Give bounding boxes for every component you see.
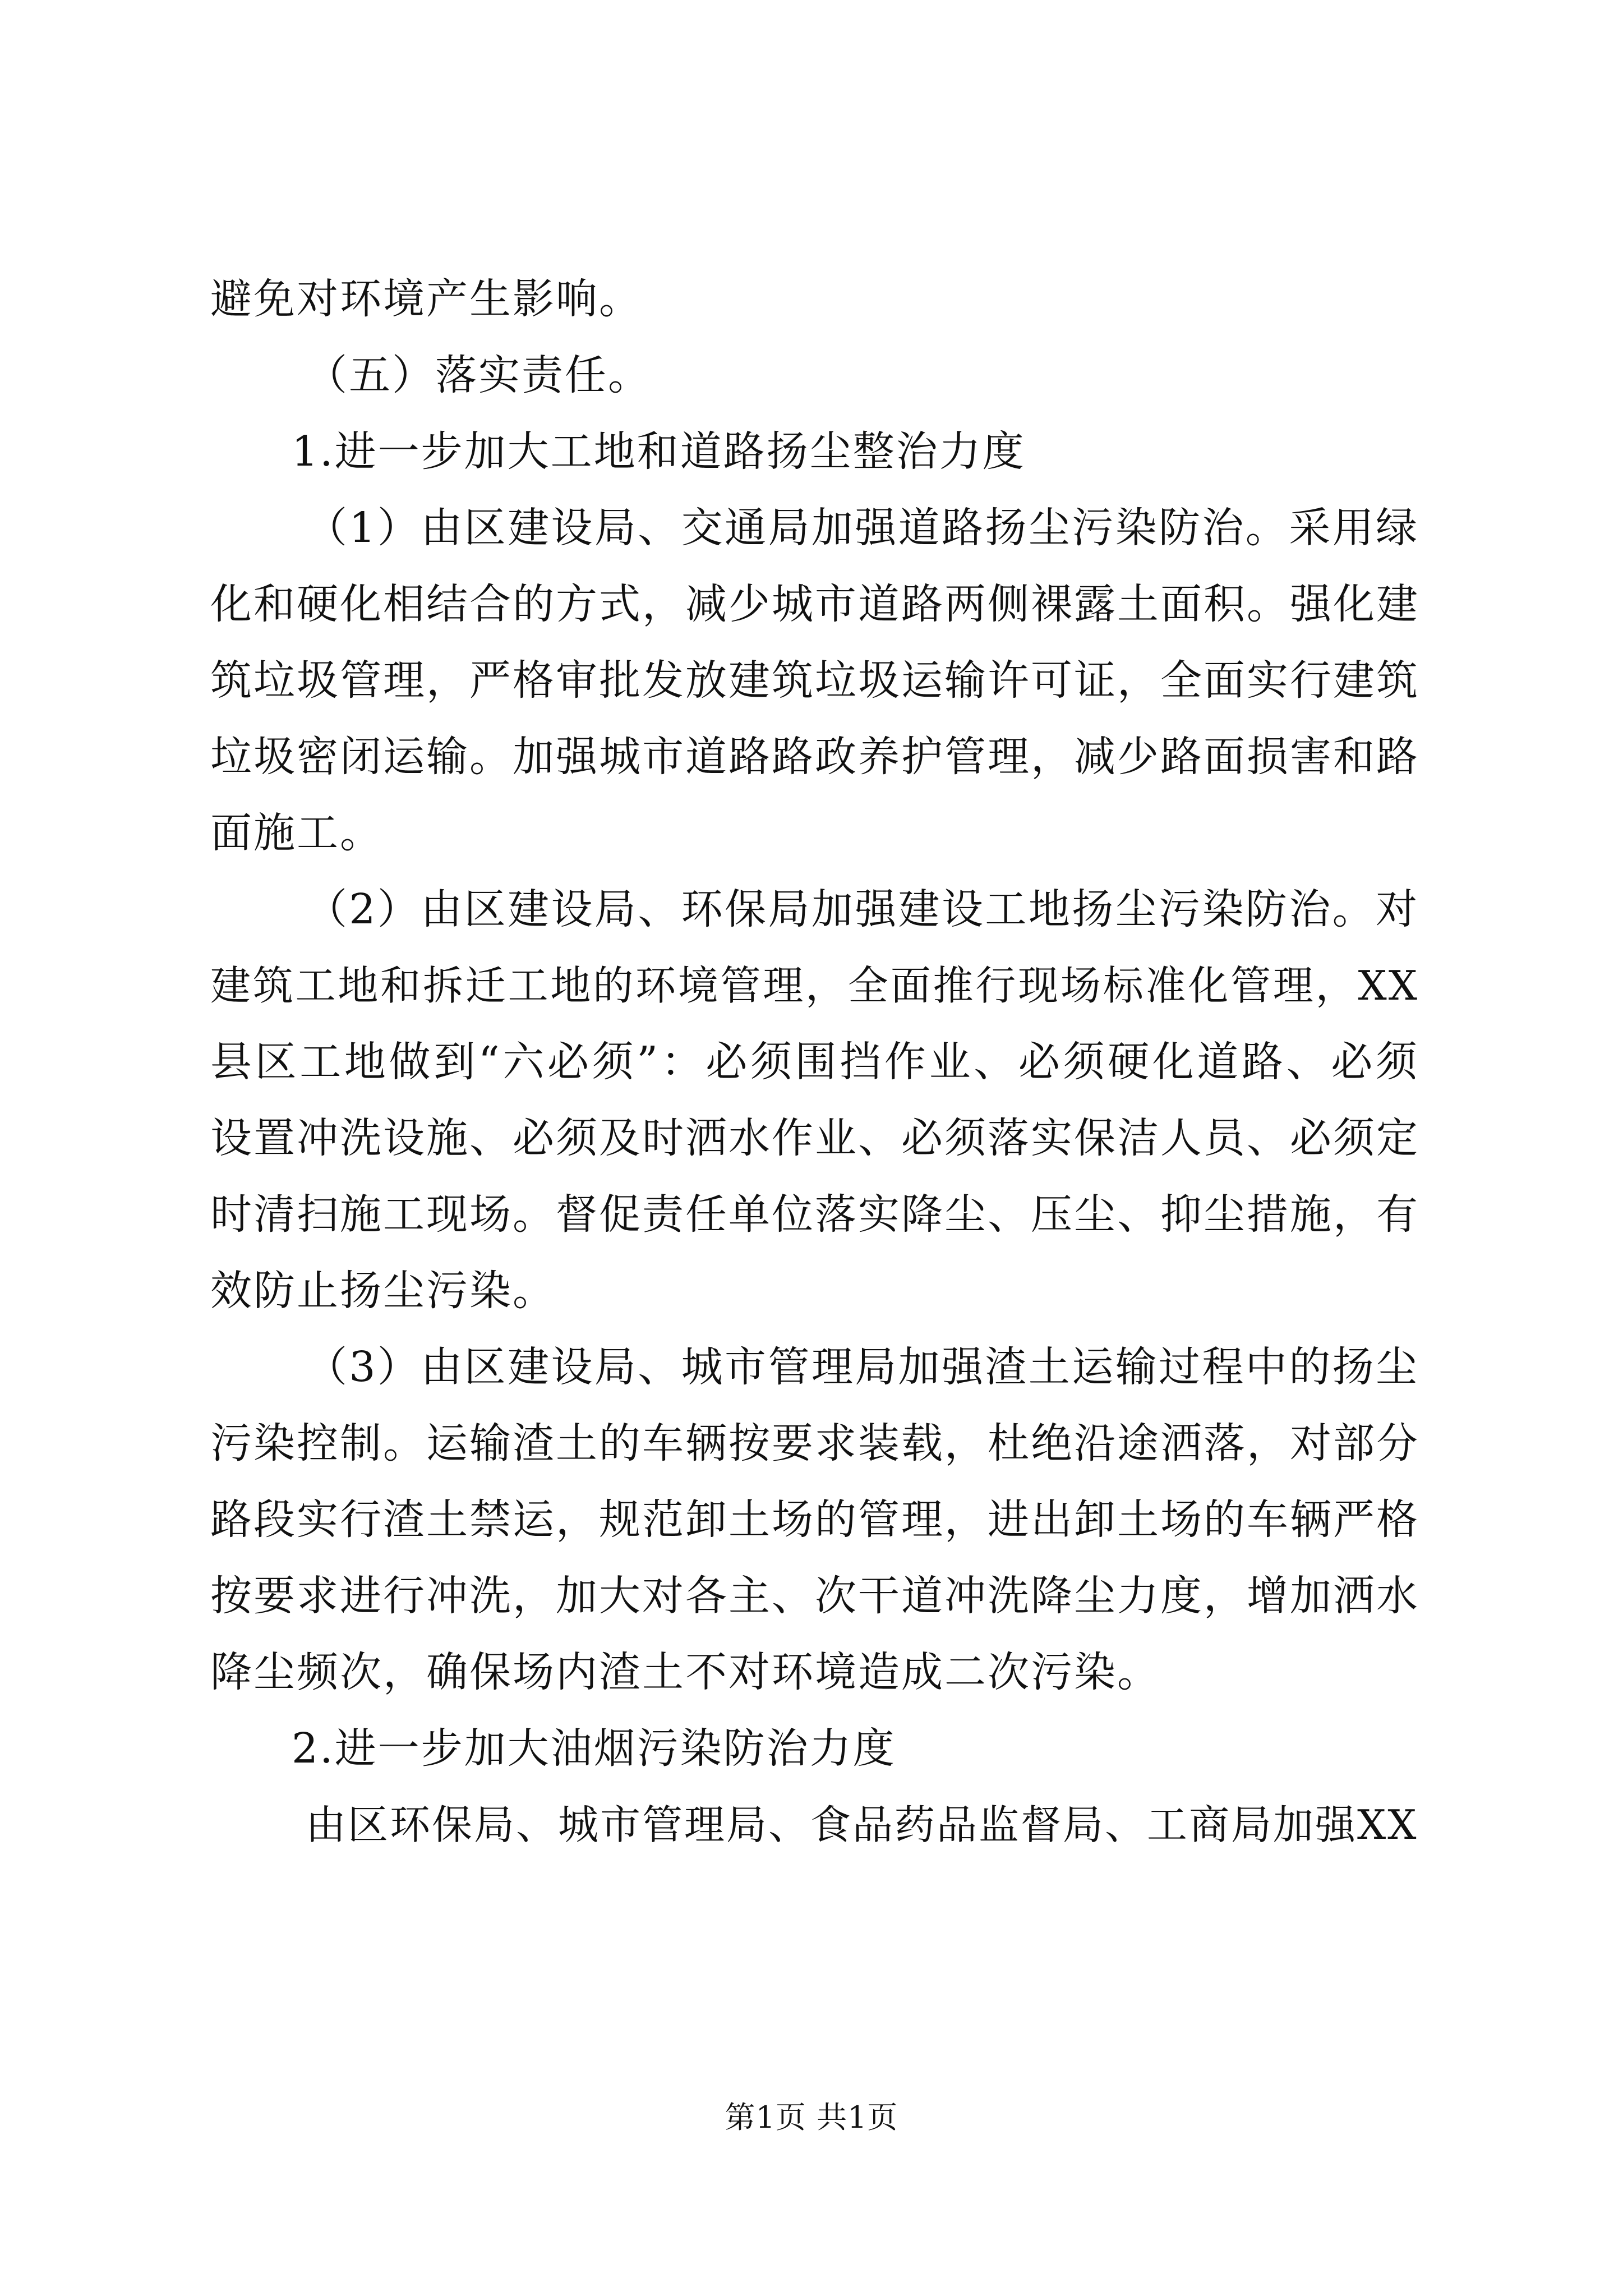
text-line: 垃圾密闭运输。加强城市道路路政养护管理，减少路面损害和路 xyxy=(210,733,1419,781)
text-line: （2）由区建设局、环保局加强建设工地扬尘污染防治。对 xyxy=(306,885,1419,933)
text-line: 按要求进行冲洗，加大对各主、次干道冲洗降尘力度，增加洒水 xyxy=(210,1572,1419,1620)
text-line: 避免对环境产生影响。 xyxy=(210,275,642,323)
text-line: 效防止扬尘污染。 xyxy=(210,1267,556,1315)
text-line: 面施工。 xyxy=(210,809,383,857)
subsection-heading: 1.进一步加大工地和道路扬尘整治力度 xyxy=(292,427,1026,476)
section-heading: （五）落实责任。 xyxy=(306,351,651,399)
text-line: 筑垃圾管理，严格审批发放建筑垃圾运输许可证，全面实行建筑 xyxy=(210,656,1419,705)
page-footer: 第1页 共1页 xyxy=(725,2100,898,2135)
text-line: （3）由区建设局、城市管理局加强渣土运输过程中的扬尘 xyxy=(306,1343,1419,1391)
text-line: 化和硬化相结合的方式，减少城市道路两侧裸露土面积。强化建 xyxy=(210,580,1419,628)
text-line: 建筑工地和拆迁工地的环境管理，全面推行现场标准化管理，XX xyxy=(210,962,1419,1009)
text-line: 路段实行渣土禁运，规范卸土场的管理，进出卸土场的车辆严格 xyxy=(210,1496,1419,1544)
text-line: 污染控制。运输渣土的车辆按要求装载，杜绝沿途洒落，对部分 xyxy=(210,1419,1419,1467)
subsection-heading: 2.进一步加大油烟污染防治力度 xyxy=(292,1724,896,1773)
text-line: 由区环保局、城市管理局、食品药品监督局、工商局加强XX xyxy=(306,1801,1418,1848)
text-line: （1）由区建设局、交通局加强道路扬尘污染防治。采用绿 xyxy=(306,504,1419,552)
text-line: 时清扫施工现场。督促责任单位落实降尘、压尘、抑尘措施，有 xyxy=(210,1190,1419,1239)
text-line: 设置冲洗设施、必须及时洒水作业、必须落实保洁人员、必须定 xyxy=(210,1114,1419,1162)
document-body xyxy=(210,261,1419,1863)
text-line: 降尘频次，确保场内渣土不对环境造成二次污染。 xyxy=(210,1648,1160,1696)
text-line: 县区工地做到“六必须”：必须围挡作业、必须硬化道路、必须 xyxy=(210,1038,1419,1086)
